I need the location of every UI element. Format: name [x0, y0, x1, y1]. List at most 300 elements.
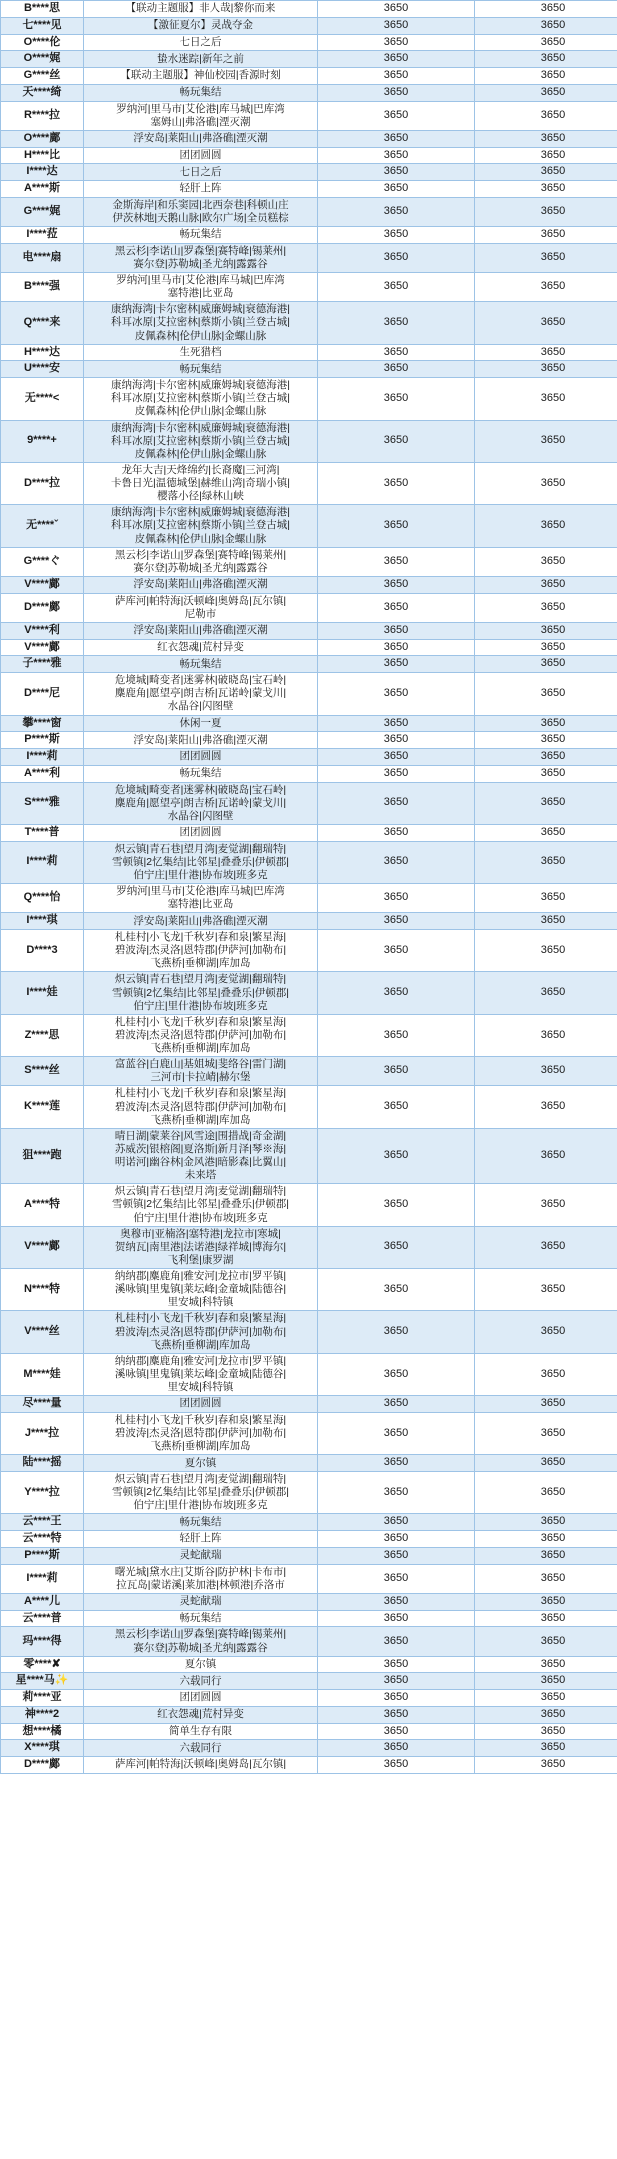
cell-player-name: J****拉 — [1, 1412, 84, 1454]
detail-lines — [86, 624, 315, 637]
detail-line: 飞燕桥|垂柳湖|库加岛 — [150, 957, 251, 970]
detail-line: 红衣怨魂|荒村异变 — [157, 1708, 244, 1721]
cell-amount-primary: 3650 — [318, 782, 475, 824]
detail-line: 赛尔登|苏勒城|圣尤纳|露露谷 — [133, 1641, 268, 1654]
detail-line: 飞利堡|康罗湖 — [167, 1253, 234, 1266]
detail-lines — [86, 1566, 315, 1592]
cell-player-name: K****莲 — [1, 1086, 84, 1128]
cell-amount-primary: 3650 — [318, 361, 475, 378]
table-row — [1, 1226, 617, 1268]
cell-detail — [84, 1086, 318, 1128]
cell-detail — [84, 1014, 318, 1056]
detail-lines — [86, 973, 315, 1012]
cell-detail — [84, 1311, 318, 1353]
detail-line: 轻肝上阵 — [179, 1532, 222, 1545]
detail-line: 危境城|畸变者|迷雾林|破晓岛|宝石岭| — [114, 783, 287, 796]
cell-amount-primary: 3650 — [318, 1412, 475, 1454]
cell-player-name: M****娃 — [1, 1353, 84, 1395]
cell-player-name: 玛****得 — [1, 1627, 84, 1656]
cell-detail — [84, 344, 318, 361]
detail-lines — [86, 658, 315, 671]
detail-line: 伯宁庄|里什港|协布坡|班多克 — [133, 868, 268, 881]
cell-detail — [84, 273, 318, 302]
detail-lines — [86, 1016, 315, 1055]
detail-line: 未来塔 — [184, 1169, 217, 1182]
table-row — [1, 1184, 617, 1226]
detail-line: 皮佩森林|伦伊山脉|金螺山脉 — [134, 447, 267, 460]
cell-player-name: 攀****窗 — [1, 715, 84, 732]
cell-detail — [84, 378, 318, 420]
table-row — [1, 1412, 617, 1454]
cell-detail — [84, 749, 318, 766]
detail-line: 浮安岛|莱阳山|弗洛礁|湮灭潮 — [133, 578, 268, 591]
detail-line: 黑云杉|李诺山|罗森堡|赛特峰|锡莱州| — [114, 548, 287, 561]
detail-lines — [86, 1675, 315, 1688]
table-row — [1, 1311, 617, 1353]
cell-amount-secondary: 3650 — [475, 547, 617, 576]
table-row — [1, 1128, 617, 1184]
cell-player-name: N****特 — [1, 1269, 84, 1311]
cell-player-name: 莉****亚 — [1, 1690, 84, 1707]
cell-player-name: 9****+ — [1, 420, 84, 462]
detail-line: 塞姆山|弗洛礁|湮灭潮 — [150, 115, 251, 128]
cell-amount-primary: 3650 — [318, 1547, 475, 1564]
cell-amount-secondary: 3650 — [475, 1531, 617, 1548]
detail-line: 科耳冰原|艾拉密林|蔡斯小镇|兰登古城| — [111, 519, 290, 532]
cell-amount-primary: 3650 — [318, 101, 475, 130]
cell-amount-secondary: 3650 — [475, 1740, 617, 1757]
cell-player-name: B****强 — [1, 273, 84, 302]
cell-amount-primary: 3650 — [318, 181, 475, 198]
detail-line: 水晶谷|闪图壁 — [167, 809, 234, 822]
detail-line: 夏尔镇 — [184, 1456, 217, 1469]
detail-lines — [86, 86, 315, 99]
detail-line: 康纳海湾|卡尔密林|威廉姆城|衰德海港| — [111, 506, 290, 519]
cell-player-name: 云****王 — [1, 1514, 84, 1531]
cell-detail — [84, 765, 318, 782]
cell-amount-secondary: 3650 — [475, 378, 617, 420]
table-row — [1, 51, 617, 68]
detail-lines — [86, 303, 315, 342]
cell-amount-secondary: 3650 — [475, 622, 617, 639]
cell-amount-secondary: 3650 — [475, 715, 617, 732]
detail-line: 札桂村|小飞龙|千秋岁|春和泉|繁星海| — [114, 931, 287, 943]
detail-lines — [86, 166, 315, 179]
table-row — [1, 1396, 617, 1413]
cell-detail — [84, 51, 318, 68]
detail-lines — [86, 717, 315, 730]
cell-amount-secondary: 3650 — [475, 673, 617, 715]
cell-amount-secondary: 3650 — [475, 361, 617, 378]
cell-amount-secondary: 3650 — [475, 1086, 617, 1128]
cell-amount-secondary: 3650 — [475, 1014, 617, 1056]
table-row — [1, 147, 617, 164]
detail-line: 晴日湖|蒙莱谷|风雪途|围措战|奇金湖| — [114, 1129, 287, 1142]
detail-line: 浮安岛|莱阳山|弗洛礁|湮灭潮 — [133, 132, 268, 145]
table-row — [1, 1269, 617, 1311]
detail-line: 雪顿镇|2忆集结|比邻星|叠叠乐|伊顿郡| — [112, 1486, 289, 1499]
cell-player-name: V****丝 — [1, 1311, 84, 1353]
table-row — [1, 930, 617, 972]
cell-amount-secondary: 3650 — [475, 576, 617, 593]
cell-detail — [84, 17, 318, 34]
cell-amount-secondary: 3650 — [475, 462, 617, 504]
cell-player-name: I****莉 — [1, 1564, 84, 1593]
detail-lines — [86, 274, 315, 300]
cell-detail — [84, 593, 318, 622]
detail-lines — [86, 1595, 315, 1608]
table-row — [1, 732, 617, 749]
cell-amount-primary: 3650 — [318, 1627, 475, 1656]
cell-player-name: D****鄺 — [1, 593, 84, 622]
cell-amount-primary: 3650 — [318, 1057, 475, 1086]
cell-player-name: 零****✘ — [1, 1656, 84, 1673]
detail-line: 畅玩集结 — [179, 228, 222, 241]
cell-amount-secondary: 3650 — [475, 1184, 617, 1226]
table-row — [1, 1086, 617, 1128]
cell-amount-secondary: 3650 — [475, 1656, 617, 1673]
cell-player-name: D****尼 — [1, 673, 84, 715]
detail-line: 团团圆圆 — [179, 1691, 222, 1704]
detail-line: 溪咏镇|里鬼镇|莱坛峰|金童城|陆德谷| — [114, 1283, 287, 1296]
cell-amount-secondary: 3650 — [475, 749, 617, 766]
detail-line: 浮安岛|莱阳山|弗洛礁|湮灭潮 — [133, 624, 268, 637]
detail-line: 飞燕桥|垂柳湖|库加岛 — [150, 1113, 251, 1126]
table-row — [1, 68, 617, 85]
cell-amount-secondary: 3650 — [475, 34, 617, 51]
detail-line: 六载同行 — [179, 1741, 222, 1754]
detail-line: 曙光城|黛水庄|艾斯谷|防护林|卡布市| — [114, 1565, 287, 1578]
table-row — [1, 1627, 617, 1656]
cell-amount-secondary: 3650 — [475, 656, 617, 673]
table-row — [1, 972, 617, 1014]
detail-line: 罗纳河|里马市|艾伦港|库马城|巴库湾 — [116, 102, 285, 115]
detail-lines — [86, 363, 315, 376]
cell-detail — [84, 1455, 318, 1472]
table-row — [1, 1723, 617, 1740]
detail-lines — [86, 1397, 315, 1410]
detail-line: 团团圆圆 — [179, 148, 222, 161]
detail-lines — [86, 1549, 315, 1562]
detail-line: 团团圆圆 — [179, 1397, 222, 1410]
detail-line: 康纳海湾|卡尔密林|威廉姆城|衰德海港| — [111, 379, 290, 392]
cell-player-name: A****儿 — [1, 1593, 84, 1610]
table-row — [1, 656, 617, 673]
cell-amount-primary: 3650 — [318, 972, 475, 1014]
cell-amount-primary: 3650 — [318, 227, 475, 244]
table-row — [1, 1057, 617, 1086]
cell-amount-primary: 3650 — [318, 34, 475, 51]
cell-amount-secondary: 3650 — [475, 972, 617, 1014]
detail-lines — [86, 1185, 315, 1224]
detail-lines — [86, 1628, 315, 1654]
detail-line: 札桂村|小飞龙|千秋岁|春和泉|繁星海| — [114, 1312, 287, 1325]
detail-lines — [86, 1270, 315, 1309]
detail-lines — [86, 885, 315, 911]
detail-lines — [86, 549, 315, 575]
cell-amount-secondary: 3650 — [475, 1564, 617, 1593]
cell-player-name: 子****雅 — [1, 656, 84, 673]
cell-amount-secondary: 3650 — [475, 17, 617, 34]
cell-amount-secondary: 3650 — [475, 1269, 617, 1311]
table-row — [1, 913, 617, 930]
detail-lines — [86, 641, 315, 654]
cell-player-name: 尽****量 — [1, 1396, 84, 1413]
cell-player-name: O****鄺 — [1, 130, 84, 147]
detail-lines — [86, 1087, 315, 1126]
detail-lines — [86, 1742, 315, 1755]
cell-player-name: 无****< — [1, 378, 84, 420]
cell-amount-secondary: 3650 — [475, 164, 617, 181]
detail-lines — [86, 1130, 315, 1183]
cell-detail — [84, 1514, 318, 1531]
cell-amount-primary: 3650 — [318, 344, 475, 361]
cell-amount-secondary: 3650 — [475, 227, 617, 244]
detail-lines — [86, 1725, 315, 1738]
cell-player-name: Q****来 — [1, 302, 84, 344]
table-row — [1, 164, 617, 181]
detail-line: 黑云杉|李诺山|罗森堡|赛特峰|锡莱州| — [114, 1628, 287, 1641]
cell-amount-primary: 3650 — [318, 68, 475, 85]
detail-line: 塞特港|比亚岛 — [167, 898, 234, 911]
table-row — [1, 1547, 617, 1564]
detail-line: 康纳海湾|卡尔密林|威廉姆城|衰德海港| — [111, 303, 290, 316]
detail-line: 麋鹿角|愿望亭|朗吉桥|瓦诺岭|蒙戈川| — [114, 796, 287, 809]
cell-amount-secondary: 3650 — [475, 273, 617, 302]
cell-amount-primary: 3650 — [318, 17, 475, 34]
detail-line: 碧波涛|杰灵洛|恩特郡|伊萨河|加勒布| — [114, 944, 287, 957]
table-row — [1, 765, 617, 782]
table-row — [1, 344, 617, 361]
detail-line: 七日之后 — [179, 165, 222, 178]
detail-lines — [86, 1612, 315, 1625]
cell-amount-primary: 3650 — [318, 302, 475, 344]
table-row — [1, 197, 617, 226]
cell-amount-primary: 3650 — [318, 639, 475, 656]
cell-amount-secondary: 3650 — [475, 197, 617, 226]
detail-lines — [86, 1058, 315, 1084]
detail-line: 科耳冰原|艾拉密林|蔡斯小镇|兰登古城| — [111, 392, 290, 405]
cell-amount-primary: 3650 — [318, 1673, 475, 1690]
table-row — [1, 420, 617, 462]
cell-detail — [84, 1226, 318, 1268]
table-row — [1, 1531, 617, 1548]
detail-line: 罗纳河|里马市|艾伦港|库马城|巴库湾 — [116, 274, 285, 286]
cell-detail — [84, 639, 318, 656]
cell-player-name: 神****2 — [1, 1706, 84, 1723]
cell-detail — [84, 884, 318, 913]
cell-amount-secondary: 3650 — [475, 1610, 617, 1627]
cell-player-name: 无****ˇ — [1, 505, 84, 547]
cell-detail — [84, 505, 318, 547]
cell-player-name: U****安 — [1, 361, 84, 378]
cell-amount-primary: 3650 — [318, 749, 475, 766]
detail-line: 雪顿镇|2忆集结|比邻星|叠叠乐|伊顿郡| — [112, 1198, 289, 1211]
table-row — [1, 361, 617, 378]
detail-lines — [86, 826, 315, 839]
detail-line: 罗纳河|里马市|艾伦港|库马城|巴库湾 — [116, 885, 285, 897]
cell-amount-secondary: 3650 — [475, 1673, 617, 1690]
detail-line: 赛尔登|苏勒城|圣尤纳|露露谷 — [133, 561, 268, 574]
table-row — [1, 378, 617, 420]
cell-player-name: 狙****跑 — [1, 1128, 84, 1184]
cell-player-name: Q****怡 — [1, 884, 84, 913]
detail-line: 夏尔镇 — [184, 1657, 217, 1670]
cell-amount-primary: 3650 — [318, 1086, 475, 1128]
cell-player-name: V****鄺 — [1, 1226, 84, 1268]
cell-detail — [84, 147, 318, 164]
detail-lines — [86, 674, 315, 713]
cell-amount-primary: 3650 — [318, 1226, 475, 1268]
cell-amount-primary: 3650 — [318, 1014, 475, 1056]
detail-line: 萨库河|帕特海|沃顿峰|奥姆岛|瓦尔镇| — [114, 1758, 287, 1771]
detail-lines — [86, 132, 315, 145]
cell-amount-secondary: 3650 — [475, 243, 617, 272]
cell-amount-primary: 3650 — [318, 824, 475, 841]
cell-player-name: V****利 — [1, 622, 84, 639]
cell-amount-primary: 3650 — [318, 1269, 475, 1311]
detail-line: 畅玩集结 — [179, 1611, 222, 1624]
cell-amount-primary: 3650 — [318, 84, 475, 101]
cell-amount-primary: 3650 — [318, 51, 475, 68]
cell-amount-secondary: 3650 — [475, 1472, 617, 1514]
cell-amount-primary: 3650 — [318, 930, 475, 972]
cell-player-name: 电****扇 — [1, 243, 84, 272]
detail-lines — [86, 1691, 315, 1704]
detail-lines — [86, 750, 315, 763]
table-row — [1, 639, 617, 656]
detail-lines — [86, 1414, 315, 1453]
cell-amount-primary: 3650 — [318, 732, 475, 749]
detail-line: 炽云镇|青石巷|望月湾|麦觉湖|翻瑞特| — [114, 1185, 287, 1198]
cell-player-name: I****琪 — [1, 913, 84, 930]
cell-detail — [84, 1128, 318, 1184]
cell-amount-primary: 3650 — [318, 656, 475, 673]
cell-player-name: D****鄺 — [1, 1757, 84, 1774]
cell-player-name: B****思 — [1, 1, 84, 18]
cell-amount-primary: 3650 — [318, 1757, 475, 1774]
cell-amount-secondary: 3650 — [475, 51, 617, 68]
detail-line: 奥穆市|亚楠洛|塞特港|龙拉市|寒城| — [120, 1227, 281, 1240]
detail-line: 飞燕桥|垂柳湖|库加岛 — [150, 1338, 251, 1351]
cell-detail — [84, 84, 318, 101]
cell-player-name: 星****马✨ — [1, 1673, 84, 1690]
table-row — [1, 1673, 617, 1690]
detail-lines — [86, 1658, 315, 1671]
table-row — [1, 622, 617, 639]
cell-amount-secondary: 3650 — [475, 84, 617, 101]
cell-amount-primary: 3650 — [318, 164, 475, 181]
cell-player-name: S****丝 — [1, 1057, 84, 1086]
cell-amount-secondary: 3650 — [475, 1757, 617, 1774]
detail-lines — [86, 19, 315, 32]
cell-player-name: I****莉 — [1, 749, 84, 766]
cell-player-name: 云****特 — [1, 1531, 84, 1548]
table-row — [1, 227, 617, 244]
cell-amount-primary: 3650 — [318, 273, 475, 302]
cell-amount-primary: 3650 — [318, 715, 475, 732]
cell-amount-secondary: 3650 — [475, 782, 617, 824]
cell-player-name: I****莉 — [1, 841, 84, 883]
detail-lines — [86, 422, 315, 461]
cell-amount-secondary: 3650 — [475, 1128, 617, 1184]
detail-line: 六载同行 — [179, 1674, 222, 1687]
cell-amount-primary: 3650 — [318, 378, 475, 420]
cell-detail — [84, 824, 318, 841]
table-row — [1, 673, 617, 715]
cell-amount-primary: 3650 — [318, 593, 475, 622]
cell-detail — [84, 1673, 318, 1690]
cell-detail — [84, 302, 318, 344]
cell-detail — [84, 1564, 318, 1593]
cell-detail — [84, 1610, 318, 1627]
cell-amount-primary: 3650 — [318, 1610, 475, 1627]
detail-lines — [86, 149, 315, 162]
cell-detail — [84, 732, 318, 749]
detail-line: 灵蛇献瑞 — [179, 1549, 222, 1562]
detail-line: 皮佩森林|伦伊山脉|金螺山脉 — [134, 532, 267, 545]
table-row — [1, 1353, 617, 1395]
cell-amount-secondary: 3650 — [475, 1514, 617, 1531]
cell-amount-primary: 3650 — [318, 462, 475, 504]
detail-line: 贺纳瓦|南里港|法诺港|绿祥城|博海尔| — [114, 1240, 287, 1253]
detail-line: 麋鹿角|愿望亭|朗吉桥|瓦诺岭|蒙戈川| — [114, 687, 287, 700]
cell-amount-primary: 3650 — [318, 147, 475, 164]
detail-line: 龙年大吉|天烽绵约|长裔魔|三河湾| — [121, 463, 280, 476]
detail-line: 碧波涛|杰灵洛|恩特郡|伊萨河|加勒布| — [114, 1427, 287, 1439]
cell-detail — [84, 972, 318, 1014]
cell-detail — [84, 1593, 318, 1610]
cell-player-name: Z****思 — [1, 1014, 84, 1056]
table-row — [1, 462, 617, 504]
table-row — [1, 1690, 617, 1707]
cell-amount-secondary: 3650 — [475, 824, 617, 841]
cell-amount-secondary: 3650 — [475, 1690, 617, 1707]
cell-amount-secondary: 3650 — [475, 68, 617, 85]
detail-line: 里安城|科特镇 — [167, 1381, 234, 1393]
cell-player-name: Y****拉 — [1, 1472, 84, 1514]
detail-line: 黑云杉|李诺山|罗森堡|赛特峰|锡莱州| — [114, 244, 287, 257]
cell-detail — [84, 1396, 318, 1413]
detail-line: 三河市|卡拉崝|赫尔堡 — [150, 1071, 251, 1084]
detail-lines — [86, 346, 315, 359]
detail-line: 危境城|畸变者|迷雾林|破晓岛|宝石岭| — [114, 674, 287, 687]
detail-lines — [86, 843, 315, 882]
detail-line: 明诺河|幽谷林|金风港|暗影森|比翼山| — [114, 1156, 287, 1168]
detail-lines — [86, 1473, 315, 1512]
detail-lines — [86, 931, 315, 970]
cell-amount-secondary: 3650 — [475, 1396, 617, 1413]
cell-detail — [84, 1472, 318, 1514]
detail-line: 生死猎档 — [179, 345, 222, 358]
cell-detail — [84, 130, 318, 147]
detail-lines — [86, 1355, 315, 1394]
cell-player-name: O****伦 — [1, 34, 84, 51]
cell-player-name: 想****橘 — [1, 1723, 84, 1740]
cell-amount-secondary: 3650 — [475, 505, 617, 547]
detail-lines — [86, 1457, 315, 1470]
table-row — [1, 505, 617, 547]
cell-amount-primary: 3650 — [318, 1656, 475, 1673]
cell-amount-secondary: 3650 — [475, 147, 617, 164]
cell-detail — [84, 181, 318, 198]
cell-detail — [84, 1690, 318, 1707]
cell-amount-primary: 3650 — [318, 622, 475, 639]
cell-amount-primary: 3650 — [318, 505, 475, 547]
detail-line: 赛尔登|苏勒城|圣尤纳|露露谷 — [133, 257, 268, 270]
detail-line: 拉瓦岛|蒙诺溪|莱加港|林顿港|乔洛市 — [116, 1578, 285, 1591]
cell-amount-secondary: 3650 — [475, 1627, 617, 1656]
